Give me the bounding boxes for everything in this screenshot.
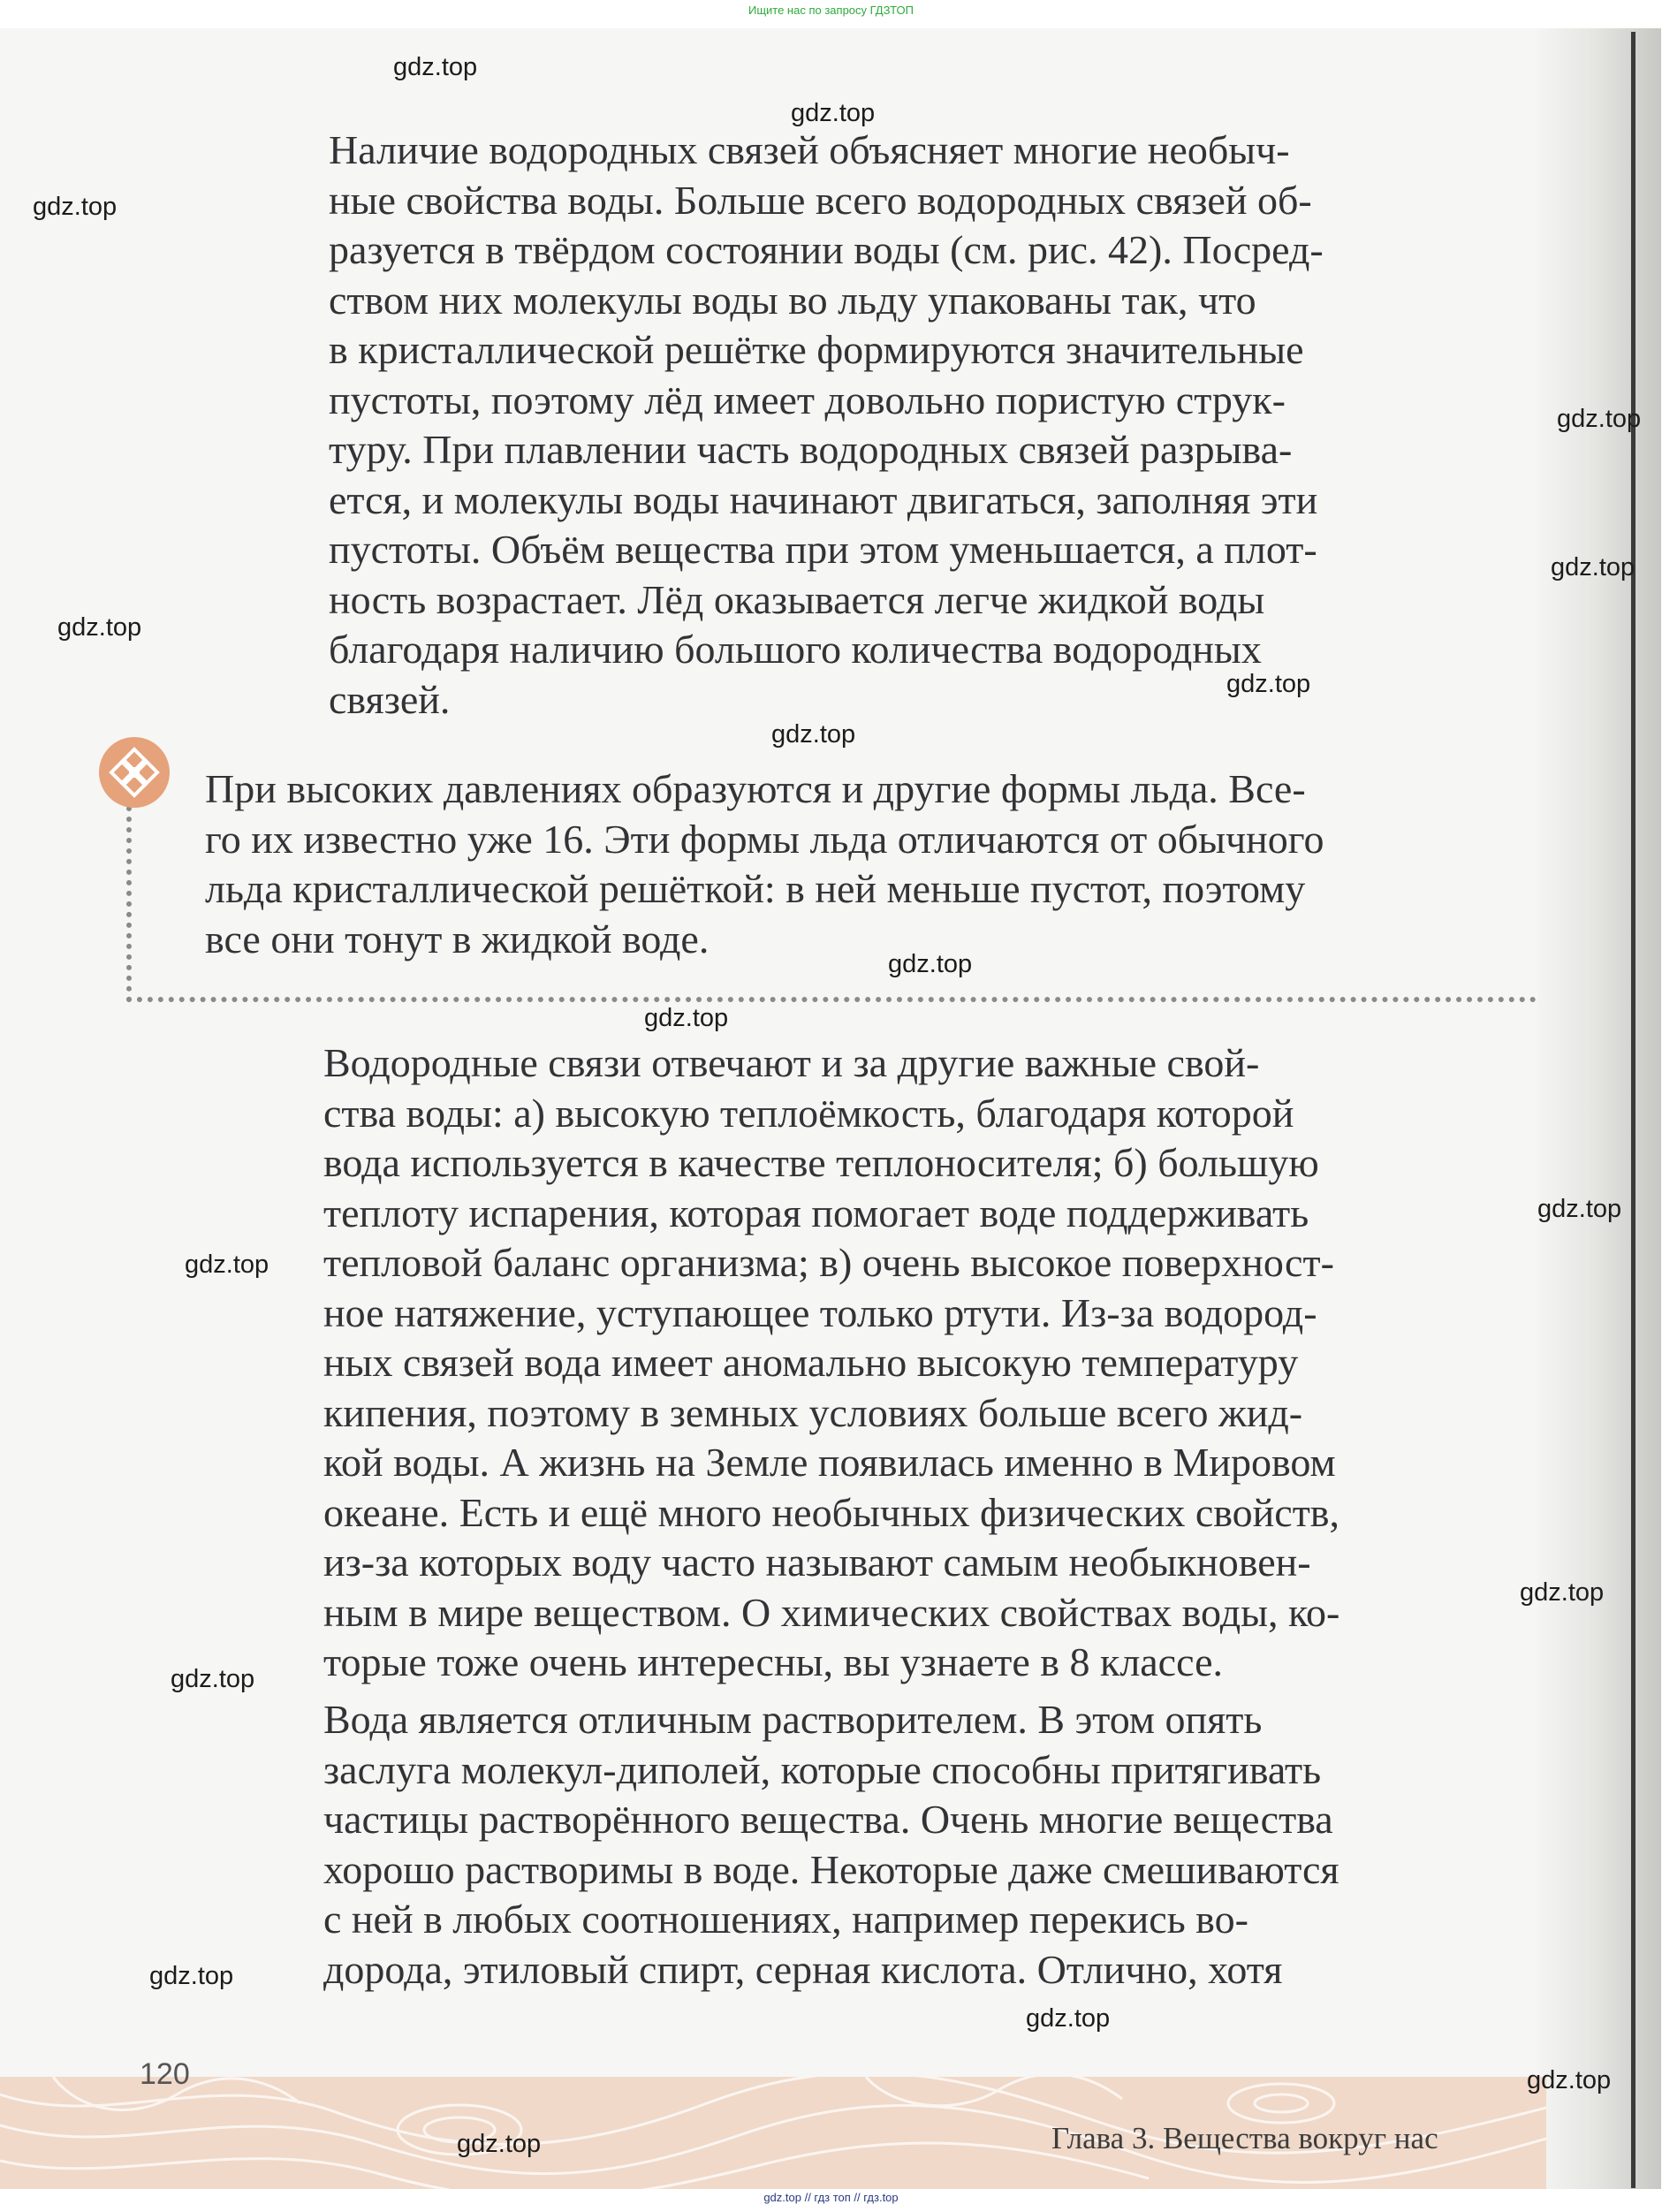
- text-line: благодаря наличию большого количества водородных: [329, 627, 1262, 672]
- text-line: заслуга молекул-диполей, которые способны притягивать: [323, 1746, 1322, 1792]
- text-line: все они тонут в жидкой воде.: [205, 916, 710, 962]
- text-line: вода используется в качестве теплоносителя; б) большую: [323, 1140, 1319, 1185]
- note-ornament-icon: [97, 735, 171, 810]
- text-line: дорода, этиловый спирт, серная кислота. Отлично, хотя: [323, 1946, 1283, 1992]
- text-line: ность возрастает. Лёд оказывается легче жидкой воды: [329, 576, 1265, 622]
- top-banner-text[interactable]: Ищите нас по запросу ГДЗТОП: [748, 4, 914, 17]
- text-line: ства воды: а) высокую теплоёмкость, благодаря которой: [323, 1090, 1294, 1136]
- text-line: частицы растворённого вещества. Очень многие вещества: [323, 1797, 1333, 1842]
- text-line: в кристаллической решётке формируются значительные: [329, 327, 1304, 372]
- watermark-text: gdz.top: [888, 950, 973, 978]
- watermark-text: gdz.top: [1537, 1195, 1622, 1223]
- text-line: Наличие водородных связей объясняет многие необыч-: [329, 127, 1290, 172]
- watermark-text: gdz.top: [393, 53, 478, 81]
- note-ice-forms: [205, 764, 1530, 964]
- paragraph-water-solvent: [323, 1695, 1530, 1995]
- text-line: теплоту испарения, которая помогает воде поддерживать: [323, 1190, 1309, 1235]
- watermark-text: gdz.top: [457, 2130, 542, 2158]
- page-number: 120: [140, 2057, 190, 2091]
- text-line: хорошо растворимы в воде. Некоторые даже смешиваются: [323, 1846, 1339, 1892]
- watermark-text: gdz.top: [1520, 1578, 1605, 1607]
- text-line: пустоты, поэтому лёд имеет довольно пористую струк-: [329, 376, 1286, 422]
- text-line: тепловой баланс организма; в) очень высокое поверхност-: [323, 1240, 1334, 1285]
- watermark-text: gdz.top: [1527, 2066, 1612, 2094]
- watermark-text: gdz.top: [185, 1250, 269, 1279]
- text-line: ное натяжение, уступающее только ртути. Из-за водород-: [323, 1289, 1317, 1335]
- watermark-text: gdz.top: [1551, 553, 1635, 582]
- text-line: При высоких давлениях образуются и другие формы льда. Все-: [205, 766, 1306, 811]
- text-line: ные свойства воды. Больше всего водородных связей об-: [329, 177, 1312, 223]
- text-line: ных связей вода имеет аномально высокую температуру: [323, 1340, 1299, 1385]
- text-line: туру. При плавлении часть водородных связей разрыва-: [329, 427, 1293, 472]
- watermark-text: gdz.top: [171, 1665, 255, 1693]
- text-line: ется, и молекулы воды начинают двигаться, заполняя эти: [329, 476, 1318, 522]
- paragraph-water-properties: [323, 1038, 1530, 1688]
- text-line: кой воды. А жизнь на Земле появилась именно в Мировом: [323, 1440, 1336, 1485]
- watermark-text: gdz.top: [1026, 2004, 1111, 2033]
- chapter-title: Глава 3. Вещества вокруг нас: [1051, 2121, 1438, 2155]
- paragraph-hydrogen-bonds: [329, 125, 1530, 725]
- watermark-text: gdz.top: [791, 99, 876, 127]
- watermark-text: gdz.top: [1557, 405, 1642, 433]
- watermark-text: gdz.top: [771, 720, 856, 749]
- text-line: океане. Есть и ещё много необычных физических свойств,: [323, 1489, 1340, 1535]
- text-line: пустоты. Объём вещества при этом уменьшается, а плот-: [329, 527, 1317, 572]
- text-line: Водородные связи отвечают и за другие важные свой-: [323, 1040, 1260, 1085]
- text-line: разуется в твёрдом состоянии воды (см. рис. 42). Посред-: [329, 227, 1324, 272]
- text-line: торые тоже очень интересны, вы узнаете в 8 классе.: [323, 1639, 1223, 1684]
- watermark-text: gdz.top: [57, 613, 142, 642]
- watermark-text: gdz.top: [644, 1004, 729, 1032]
- bottom-banner-text[interactable]: gdz.top // гдз топ // гдз.top: [763, 2191, 899, 2204]
- spine-edge-line: [1631, 32, 1635, 2188]
- watermark-text: gdz.top: [149, 1962, 234, 1990]
- text-line: льда кристаллической решёткой: в ней меньше пустот, поэтому: [205, 866, 1306, 911]
- text-line: ным в мире веществом. О химических свойствах воды, ко-: [323, 1589, 1340, 1635]
- watermark-text: gdz.top: [1226, 670, 1311, 698]
- text-line: из-за которых воду часто называют самым необыкновен-: [323, 1539, 1311, 1585]
- text-line: кипения, поэтому в земных условиях больше всего жид-: [323, 1389, 1303, 1435]
- text-line: ством них молекулы воды во льду упакованы так, что: [329, 277, 1256, 323]
- text-line: го их известно уже 16. Эти формы льда отличаются от обычного: [205, 816, 1324, 862]
- book-spine-shadow: [1537, 28, 1661, 2189]
- watermark-text: gdz.top: [33, 193, 118, 221]
- text-line: с ней в любых соотношениях, например перекись во-: [323, 1897, 1248, 1942]
- text-line: связей.: [329, 676, 451, 722]
- text-line: Вода является отличным растворителем. В этом опять: [323, 1697, 1263, 1742]
